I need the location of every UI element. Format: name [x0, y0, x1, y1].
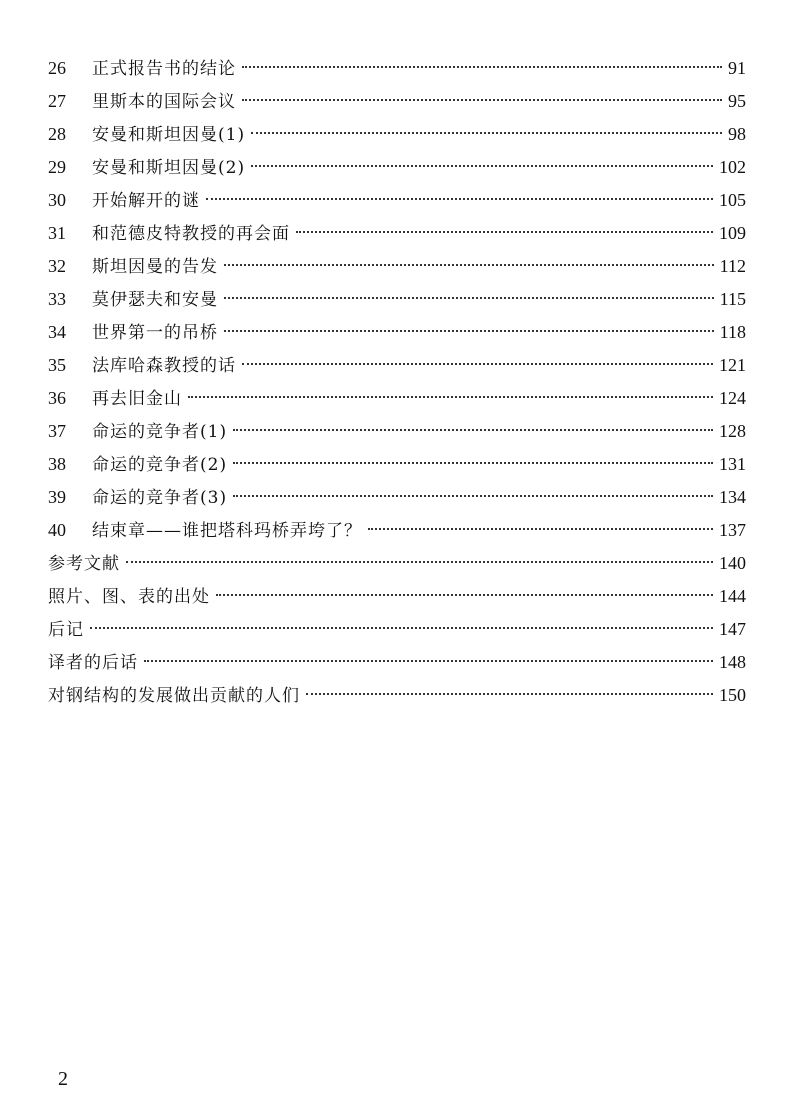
page-ref: 140	[719, 553, 746, 573]
toc-entry-afterword[interactable]	[48, 613, 746, 646]
page-ref: 102	[719, 157, 746, 177]
section-title: 对钢结构的发展做出贡献的人们	[48, 686, 300, 706]
dot-leader	[224, 264, 714, 266]
toc-entry-40[interactable]	[48, 514, 746, 547]
chapter-title: 安曼和斯坦因曼(1)	[92, 125, 246, 145]
chapter-title: 正式报告书的结论	[92, 59, 236, 79]
dot-leader	[242, 363, 713, 365]
chapter-number: 26	[48, 58, 66, 78]
dot-leader	[251, 132, 722, 134]
dot-leader	[233, 495, 713, 497]
page-ref: 137	[719, 520, 746, 540]
chapter-number: 27	[48, 91, 66, 111]
page-ref: 98	[728, 124, 746, 144]
dot-leader	[188, 396, 713, 398]
toc-entry-35[interactable]	[48, 349, 746, 382]
toc-entry-27[interactable]	[48, 85, 746, 118]
page-ref: 109	[719, 223, 746, 243]
toc-entry-references[interactable]	[48, 547, 746, 580]
page-ref: 128	[719, 421, 746, 441]
dot-leader	[368, 528, 713, 530]
section-title: 译者的后话	[48, 653, 138, 673]
page-ref: 112	[719, 256, 746, 276]
toc-entry-37[interactable]	[48, 415, 746, 448]
toc-entry-contributors[interactable]	[48, 679, 746, 712]
page-number: 2	[58, 1068, 68, 1090]
page-ref: 91	[728, 58, 746, 78]
page-ref: 134	[719, 487, 746, 507]
section-title: 后记	[48, 620, 84, 640]
page-ref: 144	[719, 586, 746, 606]
chapter-title: 和范德皮特教授的再会面	[92, 224, 290, 244]
chapter-title: 结束章——谁把塔科玛桥弄垮了？	[92, 521, 362, 541]
chapter-title: 莫伊瑟夫和安曼	[92, 290, 218, 310]
dot-leader	[306, 693, 713, 695]
chapter-number: 40	[48, 520, 66, 540]
toc-entry-translator-afterword[interactable]	[48, 646, 746, 679]
dot-leader	[224, 330, 714, 332]
chapter-title: 斯坦因曼的告发	[92, 257, 218, 277]
page-ref: 105	[719, 190, 746, 210]
page-ref: 148	[719, 652, 746, 672]
chapter-number: 32	[48, 256, 66, 276]
chapter-title: 世界第一的吊桥	[92, 323, 218, 343]
dot-leader	[233, 429, 713, 431]
page-ref: 121	[719, 355, 746, 375]
dot-leader	[251, 165, 713, 167]
dot-leader	[242, 99, 722, 101]
toc-entry-34[interactable]	[48, 316, 746, 349]
dot-leader	[90, 627, 713, 629]
page-ref: 118	[719, 322, 746, 342]
toc-entry-26[interactable]	[48, 52, 746, 85]
chapter-number: 38	[48, 454, 66, 474]
page-ref: 131	[719, 454, 746, 474]
chapter-title: 命运的竞争者(2)	[92, 455, 228, 475]
page-ref: 147	[719, 619, 746, 639]
page-ref: 124	[719, 388, 746, 408]
chapter-number: 33	[48, 289, 66, 309]
toc-entry-33[interactable]	[48, 283, 746, 316]
toc-entry-28[interactable]	[48, 118, 746, 151]
page-ref: 150	[719, 685, 746, 705]
chapter-title: 法库哈森教授的话	[92, 356, 236, 376]
chapter-number: 35	[48, 355, 66, 375]
dot-leader	[206, 198, 713, 200]
dot-leader	[126, 561, 713, 563]
toc-entry-image-sources[interactable]	[48, 580, 746, 613]
dot-leader	[216, 594, 713, 596]
chapter-number: 37	[48, 421, 66, 441]
chapter-number: 28	[48, 124, 66, 144]
dot-leader	[296, 231, 713, 233]
chapter-number: 31	[48, 223, 66, 243]
chapter-title: 命运的竞争者(3)	[92, 488, 228, 508]
dot-leader	[224, 297, 714, 299]
toc-entry-32[interactable]	[48, 250, 746, 283]
toc-entry-36[interactable]	[48, 382, 746, 415]
chapter-number: 29	[48, 157, 66, 177]
toc-entry-31[interactable]	[48, 217, 746, 250]
chapter-title: 开始解开的谜	[92, 191, 200, 211]
page-ref: 95	[728, 91, 746, 111]
toc-entry-38[interactable]	[48, 448, 746, 481]
chapter-number: 39	[48, 487, 66, 507]
toc-entry-29[interactable]	[48, 151, 746, 184]
toc-entry-39[interactable]	[48, 481, 746, 514]
chapter-title: 里斯本的国际会议	[92, 92, 236, 112]
dot-leader	[233, 462, 713, 464]
page-ref: 115	[719, 289, 746, 309]
chapter-number: 30	[48, 190, 66, 210]
dot-leader	[242, 66, 722, 68]
table-of-contents	[48, 52, 746, 712]
toc-entry-30[interactable]	[48, 184, 746, 217]
chapter-number: 36	[48, 388, 66, 408]
section-title: 参考文献	[48, 554, 120, 574]
chapter-title: 安曼和斯坦因曼(2)	[92, 158, 246, 178]
chapter-title: 命运的竞争者(1)	[92, 422, 228, 442]
chapter-title: 再去旧金山	[92, 389, 182, 409]
section-title: 照片、图、表的出处	[48, 587, 210, 607]
dot-leader	[144, 660, 713, 662]
chapter-number: 34	[48, 322, 66, 342]
